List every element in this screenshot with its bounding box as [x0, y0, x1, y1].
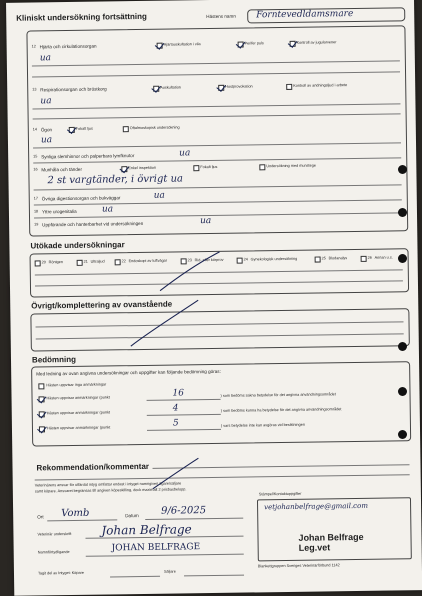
handwritten-note: ua [40, 96, 52, 107]
item-number: 20 [41, 260, 46, 265]
handwritten-note: ua [40, 135, 53, 146]
item-number: 15 [33, 154, 38, 159]
check-label: Gynekologisk undersökning [250, 256, 298, 262]
pen-strokes [6, 0, 422, 596]
check-label: Undersökning med munstege [266, 163, 316, 169]
item-number: 19 [34, 222, 39, 227]
option-suffix: ) som bedöms sakna betydelse för det angivna användningsområdet [220, 392, 336, 398]
name-clarification-value: JOHAN BELFRAGE [111, 542, 201, 554]
stamp-label: Stämpel/Kontaktuppgifter [258, 491, 302, 497]
check-label: Hjärtauskultation i vila [163, 42, 201, 47]
point-value: 4 [172, 403, 179, 414]
check-label: Blodanalys [328, 256, 348, 261]
exam-form-page [6, 0, 422, 596]
other-title: Övrigt/komplettering av ovanstående [31, 299, 173, 311]
option-suffix: ) som bedöms kunna ha betydelse för det angivna användningsområdet [220, 407, 342, 413]
check-label: Enkel inspektion [128, 165, 157, 171]
horse-name-label: Hästens namn [206, 13, 236, 20]
handwritten-note: ua [101, 204, 114, 215]
check-label: Kontroll av andningsljud i arbete [293, 83, 348, 88]
check-label: Endoskopi av luftvägar [128, 258, 168, 264]
binder-hole [398, 430, 407, 439]
check-label: Röntgen [48, 260, 64, 265]
strike-recommendation [152, 458, 198, 489]
disclaimer-line-1: Veterinärens ansvar för utfärdat intyg omfattar endast i intyget namngiven ägare/säljare [34, 481, 182, 488]
form-title: Kliniskt undersökning fortsättning [16, 11, 147, 23]
check-label: Ultraljud [90, 259, 105, 264]
stamp-name: Johan Belfrage [298, 531, 364, 543]
option-label: Hästen uppvisar anmärkningar (punkt [46, 425, 111, 431]
date-value: 9/6-2025 [161, 505, 207, 517]
binder-hole [398, 342, 407, 351]
place-label: Ort [37, 514, 44, 520]
item-number: 22 [121, 259, 126, 264]
item-number: 26 [367, 255, 372, 260]
item-number: 25 [321, 256, 326, 261]
check-label: Rid- eller körprov [194, 257, 224, 263]
check-label: Annan u.s. [374, 255, 393, 260]
exam-item-label: Respirationsorgan och bröstkorg [40, 86, 107, 93]
place-value: Vomb [61, 507, 90, 520]
recommendation-title: Rekommendation/kommentar [36, 461, 150, 473]
check-label: Hostprovokation [225, 84, 253, 89]
item-number: 17 [33, 196, 39, 201]
check-label: Fokalt ljus [75, 126, 93, 131]
check-label: Perifer puls [244, 41, 264, 46]
exam-item-label: Uppförande och hanterbarhet vid undersökningen [42, 220, 144, 228]
exam-item-label: Ögon [40, 127, 53, 133]
option-label: Hästen uppvisar anmärkningar (punkt [46, 395, 110, 401]
handwritten-note: ua [153, 190, 165, 201]
horse-name-value: Forntevedldamsmare [256, 9, 354, 21]
taken-note-label: Tagit del av Intyget: Köpare [37, 570, 85, 576]
stamp-title: Leg.vet [298, 542, 331, 553]
signature-label: Veterinär underskrift [37, 531, 72, 537]
handwritten-note: ua [39, 53, 52, 64]
binder-hole [398, 208, 407, 217]
contact-email: vetjohanbelfrage@gmail.com [264, 501, 368, 512]
check-label: Kontroll av jugularvener [296, 40, 337, 45]
item-number: 12 [31, 44, 36, 49]
exam-item-label: Synliga slemhinnor och palperbara lymfknutor [41, 153, 135, 160]
exam-item-label: Munhåla och tänder [41, 166, 82, 173]
assessment-intro: Med ledning av ovan angivna undersökningar och uppgifter kan följande bedömning göras: [36, 368, 221, 377]
item-number: 14 [32, 127, 38, 132]
handwritten-note: ua [200, 216, 212, 227]
point-value: 16 [172, 388, 185, 399]
name-clarification-label: Namnförtydligande [37, 550, 70, 555]
date-label: Datum [125, 513, 139, 519]
binder-hole [398, 254, 407, 263]
binder-hole [398, 387, 407, 396]
extended-title: Utökade undersökningar [30, 240, 125, 251]
handwritten-note: ua [179, 148, 191, 159]
seller-label: Säljare [163, 569, 176, 574]
check-label: Fokalt ljus [200, 164, 218, 170]
option-label: Hästen uppvisar inga anmärkningar [46, 382, 107, 388]
exam-item-label: Övriga digestionsorgan och bukväggar [41, 195, 121, 202]
item-number: 16 [33, 167, 38, 172]
item-number: 13 [32, 87, 37, 92]
item-number: 23 [187, 258, 192, 263]
disclaimer-line-2: samt köpare. Ansvaret begränsas till angiven köpeskilling, dock maximalt 2 prisbasbelopp. [34, 487, 187, 494]
assessment-title: Bedömning [31, 354, 77, 365]
check-label: Auskultation [160, 85, 181, 90]
handwritten-note: 2 st vargtänder, i övrigt ua [47, 173, 184, 187]
strike-extended [160, 252, 221, 291]
org-footer: Blankettgruppen Sveriges Veterinärförbund 1142 [257, 563, 340, 569]
item-number: 24 [243, 257, 248, 262]
item-number: 21 [83, 259, 88, 264]
binder-hole [398, 165, 407, 174]
option-suffix: ) vars betydelse inte kan avgöras vid besiktningen [220, 422, 305, 428]
strike-other [130, 300, 199, 346]
vet-signature: Johan Belfrage [101, 522, 192, 538]
exam-item-label: Yttre urogenitalia [41, 208, 77, 215]
check-label: Oftalmoskopisk undersökning [129, 125, 180, 131]
option-label: Hästen uppvisar anmärkningar (punkt [46, 410, 111, 416]
item-number: 18 [33, 209, 39, 214]
exam-item-label: Hjärta och cirkulationsorgan [39, 43, 97, 50]
point-value: 5 [172, 418, 179, 429]
